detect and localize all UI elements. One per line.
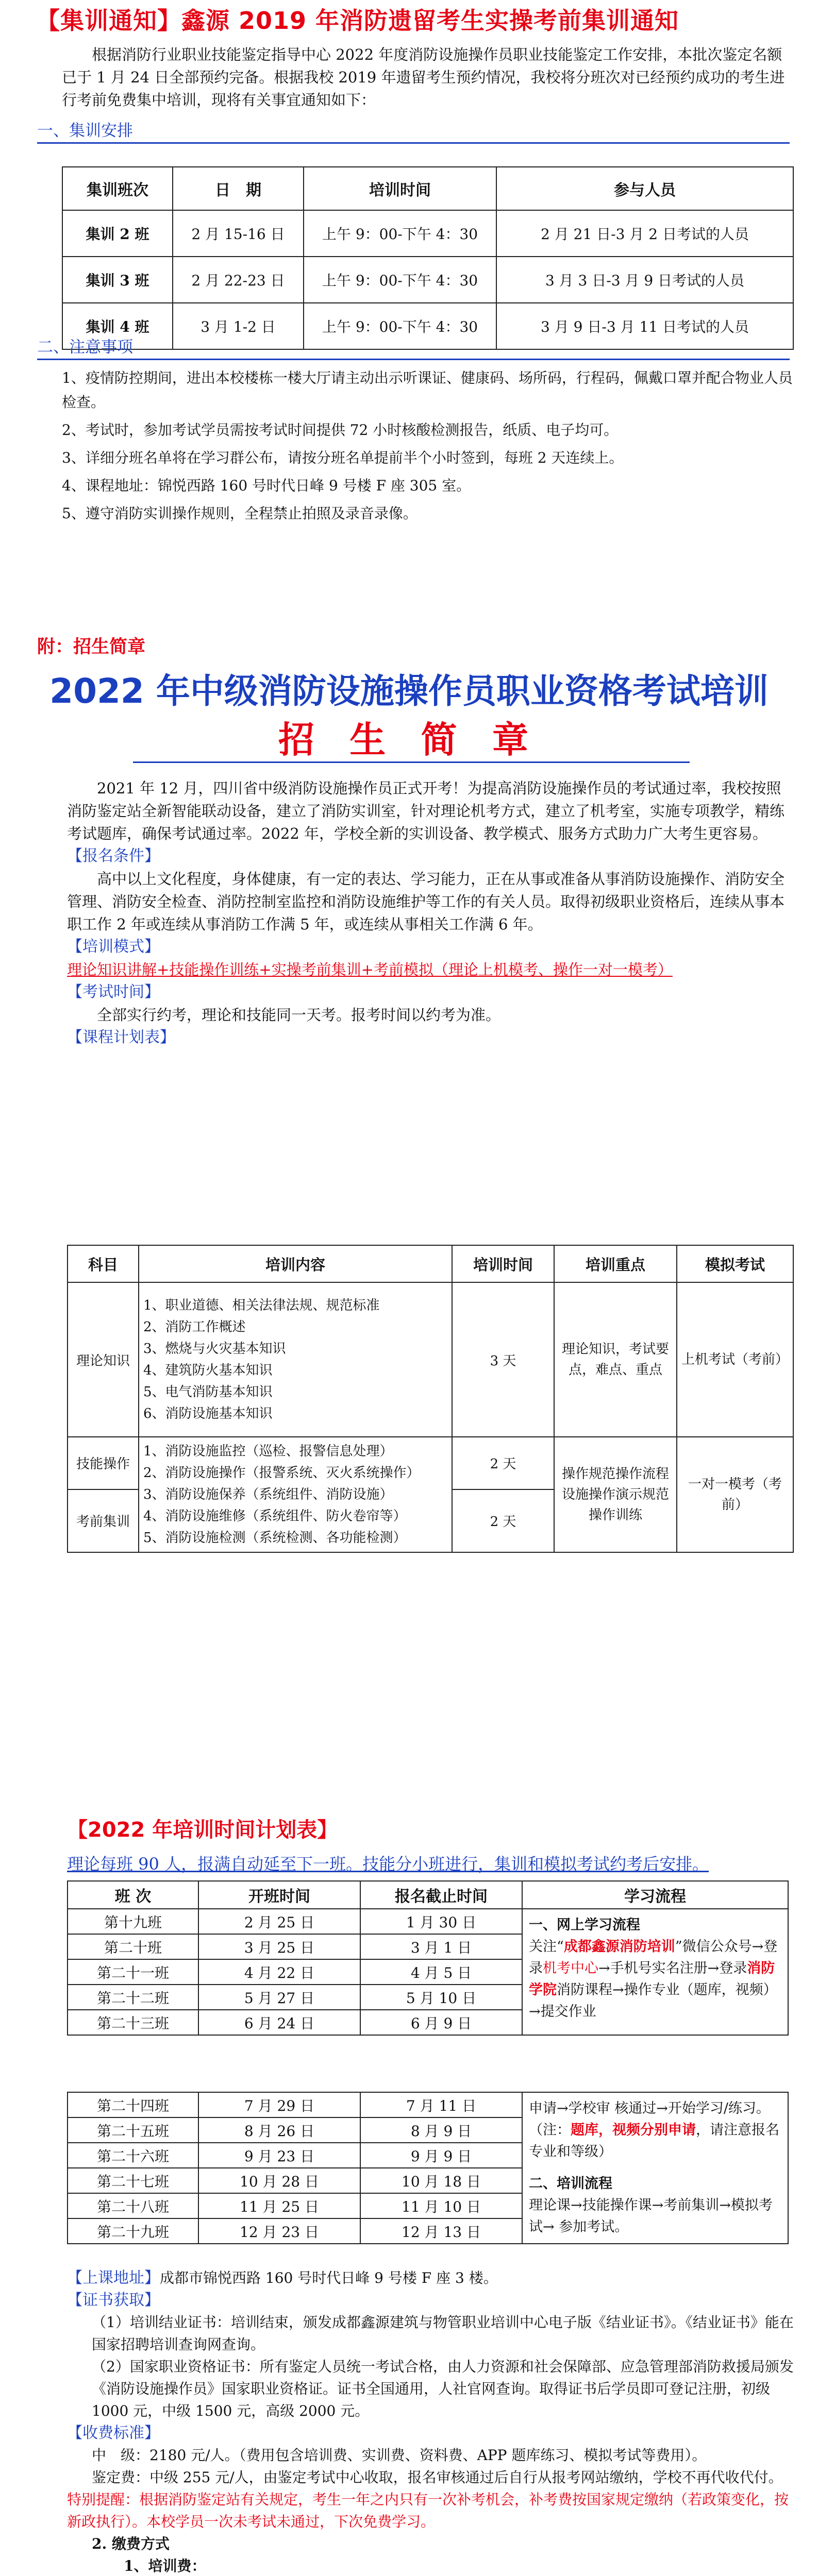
table-cell: 5 月 10 日 [360,1985,522,2010]
table-cell: 3 月 1 日 [360,1934,522,1959]
table-cell: 一对一模考（考前） [677,1437,793,1552]
flow-text: 申请→学校审 核通过→开始学习/练习。（注：题库，视频分别申请，请注意报名专业和等级） [529,2100,779,2160]
section-heading: 【课程计划表】 [67,1028,175,1046]
table-cell: 4 月 22 日 [198,1959,360,1985]
training-mode-text: 理论知识讲解+技能操作训练+实操考前集训+考前模拟（理论上机模考、操作一对一模考） [67,961,673,978]
table-cell: 上午 9：00-下午 4：30 [304,210,496,257]
divider [37,359,790,360]
table-cell: 6 月 24 日 [198,2010,360,2035]
table-header: 参与人员 [496,167,793,210]
table-cell: 理论知识，考试要点，难点、重点 [554,1282,677,1437]
section-heading: 【报名条件】 [67,847,160,865]
table-cell: 集训 3 班 [62,257,173,303]
note-item: 2、考试时，参加考试学员需按考试时间提供 72 小时核酸检测报告，纸质、电子均可。 [62,421,619,438]
table-cell: 集训 4 班 [62,303,173,349]
table-cell: 3 天 [452,1282,554,1437]
table-cell: 第二十二班 [68,1985,198,2010]
table-cell: 12 月 23 日 [198,2218,360,2244]
flow-title: 一、网上学习流程 [529,1917,640,1933]
table-cell: 8 月 26 日 [198,2117,360,2143]
notice-title: 【集训通知】鑫源 2019 年消防遗留考生实操考前集训通知 [36,7,679,35]
flow-text: 关注“成都鑫源消防培训”微信公众号→登录机考中心→手机号实名注册→登录消防学院消防课程→操作专业（题库，视频）→提交作业 [529,1939,778,2020]
section-heading: 2. 缴费方式 [92,2535,170,2552]
cert-text: （2）国家职业资格证书：所有鉴定人员统一考试合格，由人力资源和社会保障部、应急管理部消防救援局颁发《消防设施操作员》国家职业资格证。证书全国通用，人社官网查询。取得证书后学员即可登记注册，初级 1000 元，中级 1500 元，高级 2000 元。 [92,2358,794,2419]
table-header: 开班时间 [198,1881,360,1909]
table-header: 班 次 [68,1881,198,1909]
table-cell: 2 月 22-23 日 [173,257,304,303]
table-row [68,2092,788,2117]
table-cell: 3 月 9 日-3 月 11 日考试的人员 [496,303,793,349]
flow-text: 理论课→技能操作课→考前集训→模拟考试→ 参加考试。 [529,2197,773,2235]
table-cell: 2 天 [452,1489,554,1552]
table-cell: 3 月 1-2 日 [173,303,304,349]
notice-intro: 根据消防行业职业技能鉴定指导中心 2022 年度消防设施操作员职业技能鉴定工作安排，本批次鉴定名额已于 1 月 24 日全部预约完备。根据我校 2019 年遗留考生预约情况，我校将分班次对已经预约成功的考生进行考前免费集中培训，现将有关事宜通知如下： [62,46,785,109]
table-header: 培训重点 [554,1245,677,1282]
table-header: 培训时间 [304,167,496,210]
table-cell: 集训 2 班 [62,210,173,257]
list-item: 1、职业道德、相关法律法规、规范标准 [143,1298,380,1313]
table-cell: 第二十七班 [68,2168,198,2193]
table-cell: 第二十八班 [68,2193,198,2218]
table-cell: 上午 9：00-下午 4：30 [304,257,496,303]
flow-title: 二、培训流程 [529,2176,612,2192]
class-schedule-table-2 [67,2092,789,2244]
list-item: 5、消防设施检测（系统检测、各功能检测） [143,1530,407,1546]
course-plan-table [67,1245,794,1553]
note-item: 1、疫情防控期间，进出本校楼栋一楼大厅请主动出示听课证、健康码、场所码，行程码，佩戴口罩并配合物业人员检查。 [62,369,793,411]
list-item: 3、燃烧与火灾基本知识 [143,1341,286,1357]
table-cell: 第二十九班 [68,2218,198,2244]
section-heading: 【证书获取】 [67,2291,160,2309]
brochure-intro: 2021 年 12 月，四川省中级消防设施操作员正式开考！为提高消防设施操作员的考试通过率，我校按照消防鉴定站全新智能联动设备，建立了消防实训室，针对理论机考方式，建立了机考室，实施专项教学，精练考试题库，确保考试通过率。2022 年，学校全新的实训设备、教学模式、服务方式助力广大考生更容易。 [67,779,785,842]
table-row [68,1909,788,1934]
table-cell: 2 月 15-16 日 [173,210,304,257]
note-item: 5、遵守消防实训操作规则，全程禁止拍照及录音录像。 [62,505,418,522]
table-cell: 技能操作 [68,1437,139,1489]
list-item: 5、电气消防基本知识 [143,1384,273,1400]
brochure-subtitle: 招 生 简 章 [278,719,540,761]
conditions-text: 高中以上文化程度，身体健康，有一定的表达、学习能力，正在从事或准备从事消防设施操作、消防安全管理、消防安全检查、消防控制室监控和消防设施维护等工作的有关人员。取得初级职业资格后，连续从事本职工作 2 年或连续从事消防工作满 5 年，或连续从事相关工作满 6 年。 [67,870,785,933]
table-cell: 理论知识 [68,1282,139,1437]
info-body [67,2267,794,2576]
table-cell: 第十九班 [68,1909,198,1934]
table-row [68,1437,793,1489]
section-heading: 一、集训安排 [37,122,133,140]
table-row [62,257,793,303]
list-item: 2、消防设施操作（报警系统、灭火系统操作） [143,1465,420,1481]
fee-text: 鉴定费：中级 255 元/人，由鉴定考试中心收取，报名审核通过后自行从报考网站缴纳，学校不再代收代付。 [92,2469,783,2486]
table-cell: 9 月 9 日 [360,2143,522,2168]
table-cell: 1 月 30 日 [360,1909,522,1934]
table-header: 科目 [68,1245,139,1282]
pay-text: 1、培训费： [124,2557,206,2574]
table-cell: 10 月 28 日 [198,2168,360,2193]
schedule-heading: 【2022 年培训时间计划表】 [67,1818,338,1842]
table-header: 报名截止时间 [360,1881,522,1909]
class-schedule-table [67,1880,789,2036]
table-header: 培训时间 [452,1245,554,1282]
section-heading: 二、注意事项 [37,338,133,357]
brochure-title: 2022 年中级消防设施操作员职业资格考试培训 [49,671,769,711]
table-cell [139,1437,452,1552]
list-item: 4、建筑防火基本知识 [143,1363,273,1378]
table-cell: 2 天 [452,1437,554,1489]
list-item: 4、消防设施维修（系统组件、防火卷帘等） [143,1509,407,1524]
list-item: 3、消防设施保养（系统组件、消防设施） [143,1487,393,1502]
section-heading: 【培训模式】 [67,938,160,956]
table-cell: 4 月 5 日 [360,1959,522,1985]
table-cell: 考前集训 [68,1489,139,1552]
table-cell: 第二十一班 [68,1959,198,1985]
section-heading: 【收费标准】 [67,2424,160,2442]
table-cell: 11 月 25 日 [198,2193,360,2218]
schedule-intro: 理论每班 90 人，报满自动延至下一班。技能分小班进行，集训和模拟考试约考后安排。 [67,1854,709,1874]
table-cell: 第二十三班 [68,2010,198,2035]
learning-flow-training [522,2092,788,2244]
table-cell: 第二十五班 [68,2117,198,2143]
table-cell: 3 月 25 日 [198,1934,360,1959]
divider [37,142,790,144]
note-item: 3、详细分班名单将在学习群公布，请按分班名单提前半个小时签到，每班 2 天连续上。 [62,449,624,466]
table-cell: 上午 9：00-下午 4：30 [304,303,496,349]
learning-flow-online [522,1909,788,2035]
cert-text: （1）培训结业证书：培训结束，颁发成都鑫源建筑与物管职业培训中心电子版《结业证书》。《结业证书》能在国家招聘培训查询网查询。 [92,2314,794,2353]
table-header: 日 期 [173,167,304,210]
table-cell: 7 月 29 日 [198,2092,360,2117]
table-cell: 12 月 13 日 [360,2218,522,2244]
training-schedule-table [62,166,794,350]
table-row [62,210,793,257]
appendix-tag: 附：招生简章 [37,637,146,657]
table-row [62,303,793,349]
table-cell: 8 月 9 日 [360,2117,522,2143]
table-header: 培训内容 [139,1245,452,1282]
special-reminder: 特别提醒：根据消防鉴定站有关规定，考生一年之内只有一次补考机会，补考费按国家规定缴纳（若政策变化，按新政执行）。本校学员一次未考试未通过，下次免费学习。 [67,2491,789,2530]
table-cell: 9 月 23 日 [198,2143,360,2168]
table-cell: 第二十六班 [68,2143,198,2168]
exam-time-text: 全部实行约考，理论和技能同一天考。报考时间以约考为准。 [97,1006,501,1024]
table-cell: 6 月 9 日 [360,2010,522,2035]
section-heading: 【考试时间】 [67,983,160,1001]
note-item: 4、课程地址：锦悦西路 160 号时代日峰 9 号楼 F 座 305 室。 [62,477,471,494]
table-cell: 2 月 25 日 [198,1909,360,1934]
table-cell: 11 月 10 日 [360,2193,522,2218]
address-line: 【上课地址】成都市锦悦西路 160 号时代日峰 9 号楼 F 座 3 楼。 [67,2269,498,2287]
table-cell: 第二十班 [68,1934,198,1959]
brochure-body [67,777,794,1049]
list-item: 6、消防设施基本知识 [143,1406,273,1421]
table-cell: 10 月 18 日 [360,2168,522,2193]
table-cell: 操作规范操作流程设施操作演示规范操作训练 [554,1437,677,1552]
notes-list [62,366,794,529]
table-header: 集训班次 [62,167,173,210]
table-cell: 3 月 3 日-3 月 9 日考试的人员 [496,257,793,303]
table-cell: 5 月 27 日 [198,1985,360,2010]
table-cell: 2 月 21 日-3 月 2 日考试的人员 [496,210,793,257]
list-item: 2、消防工作概述 [143,1319,246,1335]
table-cell: 上机考试（考前） [677,1282,793,1437]
table-header: 学习流程 [522,1881,788,1909]
table-cell: 第二十四班 [68,2092,198,2117]
table-cell [139,1282,452,1437]
list-item: 1、消防设施监控（巡检、报警信息处理） [143,1444,393,1459]
table-row [68,1282,793,1437]
fee-text: 中 级：2180 元/人。（费用包含培训费、实训费、资料费、APP 题库练习、模拟考试等费用）。 [92,2447,707,2464]
divider [133,761,690,763]
table-cell: 7 月 11 日 [360,2092,522,2117]
table-header: 模拟考试 [677,1245,793,1282]
